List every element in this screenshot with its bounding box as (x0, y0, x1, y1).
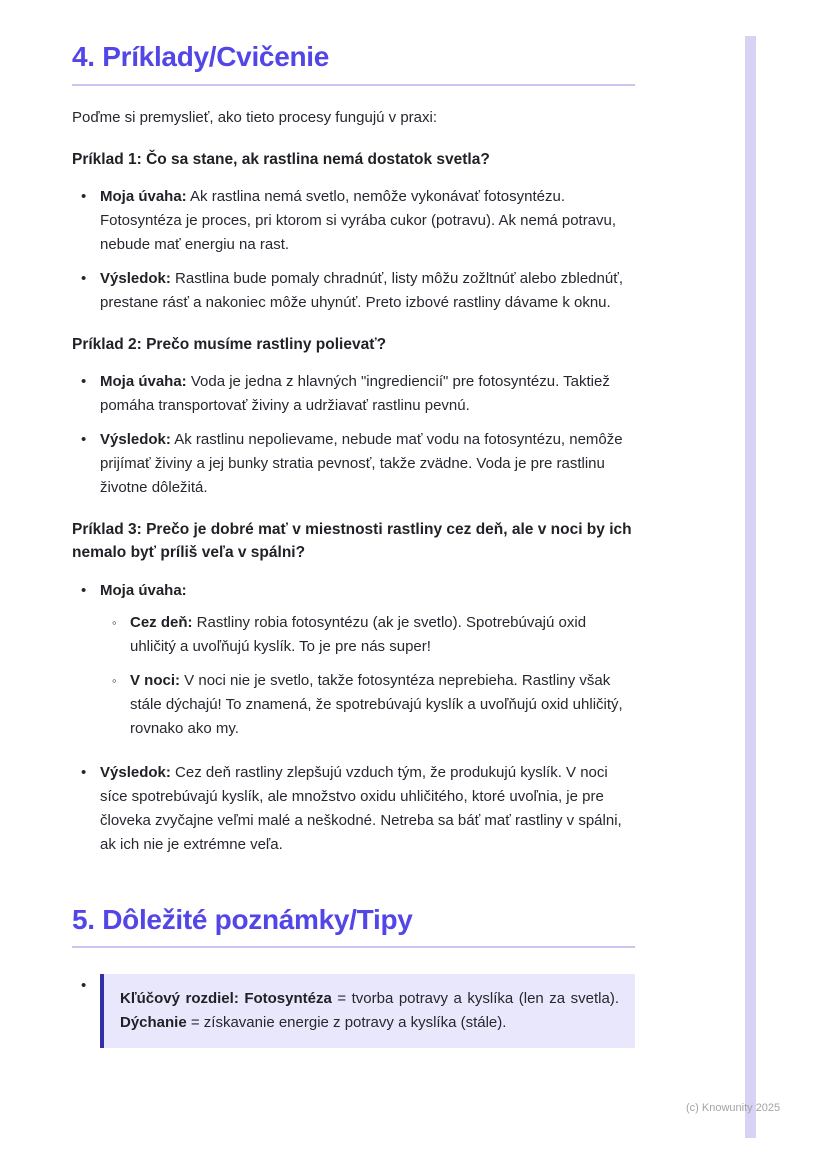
bullet-content (100, 428, 635, 500)
callout-text: = tvorba potravy a kyslíka (len za svetla). (331, 990, 619, 1008)
bullet-text: Cez deň rastliny zlepšujú vzduch tým, že produkujú kyslík. V noci síce spotrebúvajú kyslík, ale množstvo oxidu uhličitého, ktoré uvoľnia, je pre človeka zvyčajne veľmi malé a neškodné. Netreba sa báť mať rastliny v spálni, ak ich nie je extrémne veľa. (100, 763, 622, 853)
sub-bullet-icon: ◦ (112, 672, 117, 688)
bullet-label: Výsledok: (100, 431, 171, 449)
bullet-label: V noci: (130, 671, 181, 689)
page-content (72, 40, 635, 1048)
bullet-content (100, 185, 635, 257)
example-block (72, 148, 635, 315)
callout-bold: Dýchanie (120, 1014, 187, 1032)
bullet-content (130, 669, 635, 741)
section-divider (72, 84, 635, 86)
sub-list-item (100, 669, 635, 741)
bullet-text: Ak rastlina nemá svetlo, nemôže vykonávať fotosyntézu. Fotosyntéza je proces, pri ktorom si vyrába cukor (potravu). Ak nemá potravu, nebude mať energiu na rast. (100, 187, 617, 253)
page-edge-strip (745, 36, 756, 1138)
bullet-text: Rastlina bude pomaly chradnúť, listy môžu zožltnúť alebo zblednúť, prestane rásť a nakoniec môže uhynúť. Preto izbové rastliny dávame k oknu. (100, 269, 623, 311)
bullet-content (130, 611, 635, 659)
bullet-icon: • (81, 187, 87, 205)
example-heading: Príklad 1: Čo sa stane, ak rastlina nemá dostatok svetla? (72, 150, 490, 168)
list-item (72, 428, 635, 500)
bullet-label: Výsledok: (100, 763, 171, 781)
bullet-label: Moja úvaha: (100, 581, 187, 599)
section-title: 5. Dôležité poznámky/Tipy (72, 903, 413, 935)
bullet-list (72, 185, 635, 315)
list-item (72, 370, 635, 418)
bullet-icon: • (81, 373, 87, 391)
bullet-content (100, 579, 635, 751)
footer-credit: (c) Knowunity 2025 (686, 1102, 781, 1114)
sub-bullet-list (100, 611, 635, 741)
sub-bullet-icon: ◦ (112, 614, 117, 630)
intro-paragraph: Poďme si premyslieť, ako tieto procesy fungujú v praxi: (72, 108, 438, 126)
bullet-content (100, 267, 635, 315)
bullet-label: Moja úvaha: (100, 373, 187, 391)
bullet-text: Ak rastlinu nepolievame, nebude mať vodu na fotosyntézu, nemôže prijímať živiny a jej bunky stratia pevnosť, takže zvädne. Voda je pre rastlinu životne dôležitá. (100, 431, 623, 497)
bullet-label: Moja úvaha: (100, 187, 187, 205)
bullet-text: Rastliny robia fotosyntézu (ak je svetlo). Spotrebúvajú oxid uhličitý a uvoľňujú kyslík. To je pre nás super! (130, 613, 587, 655)
example-block (72, 518, 635, 857)
list-item (72, 579, 635, 751)
key-difference-callout (100, 974, 635, 1048)
callout-bold: Kľúčový rozdiel: Fotosyntéza (120, 990, 332, 1008)
bullet-label: Výsledok: (100, 269, 171, 287)
section-divider (72, 946, 635, 948)
bullet-icon: • (81, 269, 87, 287)
list-item (72, 185, 635, 257)
bullet-label: Cez deň: (130, 613, 193, 631)
bullet-list (72, 370, 635, 500)
bullet-icon: • (81, 581, 87, 599)
section-examples (72, 40, 635, 857)
example-heading: Príklad 3: Prečo je dobré mať v miestnosti rastliny cez deň, ale v noci by ich nemalo byť príliš veľa v spálni? (72, 521, 632, 562)
bullet-content (100, 761, 635, 857)
callout-list-item (72, 974, 635, 1048)
bullet-icon: • (81, 431, 87, 449)
bullet-text: Voda je jedna z hlavných "ingrediencií" pre fotosyntézu. Taktiež pomáha transportovať živiny a udržiavať rastlinu pevnú. (100, 373, 610, 415)
example-block (72, 333, 635, 500)
example-heading: Príklad 2: Prečo musíme rastliny polievať? (72, 335, 387, 353)
bullet-icon: • (81, 763, 87, 781)
list-item (72, 761, 635, 857)
bullet-content (100, 370, 635, 418)
bullet-list (72, 579, 635, 857)
sub-list-item (100, 611, 635, 659)
callout-text: = získavanie energie z potravy a kyslíka (stále). (186, 1014, 507, 1032)
bullet-text: V noci nie je svetlo, takže fotosyntéza neprebieha. Rastliny však stále dýchajú! To znamená, že spotrebúvajú kyslík a uvoľňujú oxid uhličitý, rovnako ako my. (130, 671, 623, 737)
list-item (72, 267, 635, 315)
bullet-icon: • (81, 977, 87, 995)
section-title: 4. Príklady/Cvičenie (72, 41, 330, 72)
section-tips (72, 903, 635, 1049)
